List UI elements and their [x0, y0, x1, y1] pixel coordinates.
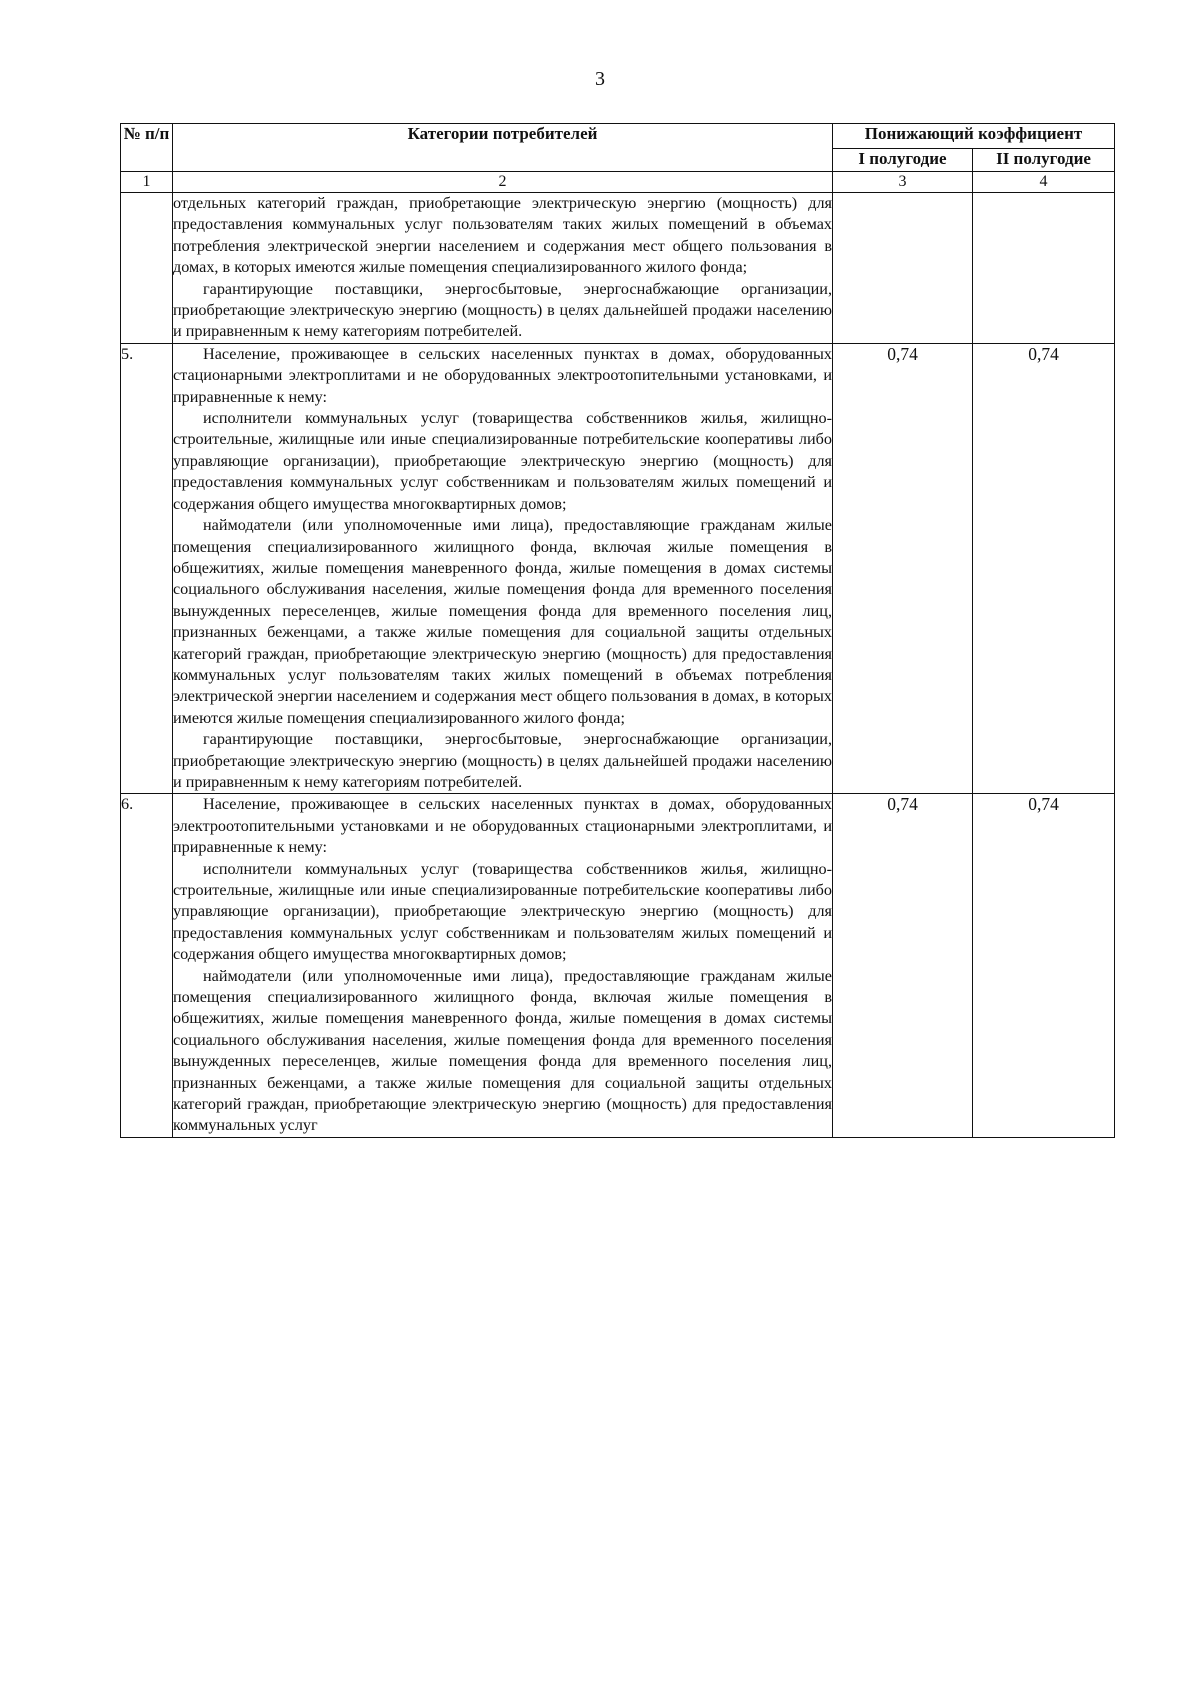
- coefficient-half2: 0,74: [973, 794, 1115, 1138]
- category-paragraph: Население, проживающее в сельских населенных пунктах в домах, оборудованных электроотопительными установками и не оборудованных стационарными электроплитами, и приравненные к нему:: [173, 795, 832, 857]
- table-body: [121, 193, 1115, 1138]
- header-half2: II полугодие: [973, 149, 1115, 172]
- category-paragraph: исполнители коммунальных услуг (товарищества собственников жилья, жилищно-строительные, жилищные или иные специализированные потребительские кооперативы либо управляющие организации), приобретающие электрическую энергию (мощность) для предоставления коммунальных услуг собственникам и пользователям жилых помещений и содержания общего имущества многоквартирных домов;: [173, 859, 832, 964]
- category-paragraph: исполнители коммунальных услуг (товарищества собственников жилья, жилищно-строительные, жилищные или иные специализированные потребительские кооперативы либо управляющие организации), приобретающие электрическую энергию (мощность) для предоставления коммунальных услуг собственникам и пользователям жилых помещений и содержания общего имущества многоквартирных домов;: [173, 409, 832, 513]
- category-paragraph: Население, проживающее в сельских населенных пунктах в домах, оборудованных стационарными электроплитами и не оборудованных электроотопительными установками, и приравненные к нему:: [173, 344, 832, 406]
- row-number: 6.: [121, 794, 173, 1138]
- coefficient-half1: [833, 193, 973, 344]
- category-paragraph: гарантирующие поставщики, энергосбытовые, энергоснабжающие организации, приобретающие электрическую энергию (мощность) в целях дальнейшей продажи населению и приравненным к нему категориям потребителей.: [173, 730, 832, 791]
- coefficient-half2: 0,74: [973, 343, 1115, 794]
- header-category: Категории потребителей: [173, 124, 833, 172]
- row-number: [121, 193, 173, 344]
- category-text: [173, 193, 833, 344]
- header-half1: I полугодие: [833, 149, 973, 172]
- category-text: [173, 794, 833, 1138]
- coefficient-half1: 0,74: [833, 794, 973, 1138]
- header-coefficient: Понижающий коэффициент: [833, 124, 1115, 149]
- row-number: 5.: [121, 343, 173, 794]
- table-row: [121, 193, 1115, 344]
- index-cell: 1: [121, 172, 173, 193]
- coefficient-table: [120, 123, 1115, 1138]
- coefficient-half2: [973, 193, 1115, 344]
- category-paragraph: гарантирующие поставщики, энергосбытовые, энергоснабжающие организации, приобретающие электрическую энергию (мощность) в целях дальнейшей продажи населению и приравненным к нему категориям потребителей.: [173, 279, 832, 341]
- header-num: № п/п: [121, 124, 173, 172]
- category-paragraph: отдельных категорий граждан, приобретающие электрическую энергию (мощность) для предоставления коммунальных услуг пользователям таких жилых помещений в объемах потребления электрической энергии населением и содержания мест общего пользования в домах, в которых имеются жилые помещения специализированного жилого фонда;: [173, 194, 832, 277]
- page-number: 3: [595, 68, 605, 90]
- coefficient-half1: 0,74: [833, 343, 973, 794]
- category-paragraph: наймодатели (или уполномоченные ими лица), предоставляющие гражданам жилые помещения специализированного жилищного фонда, включая жилые помещения в общежитиях, жилые помещения маневренного фонда, жилые помещения в домах системы социального обслуживания населения, жилые помещения фонда для временного поселения вынужденных переселенцев, жилые помещения фонда для временного поселения лиц, признанных беженцами, а также жилые помещения для социальной защиты отдельных категорий граждан, приобретающие электрическую энергию (мощность) для предоставления коммунальных услуг: [173, 966, 832, 1135]
- index-cell: 4: [973, 172, 1115, 193]
- table-row: [121, 343, 1115, 794]
- index-cell: 2: [173, 172, 833, 193]
- category-text: [173, 343, 833, 794]
- index-cell: 3: [833, 172, 973, 193]
- category-paragraph: наймодатели (или уполномоченные ими лица), предоставляющие гражданам жилые помещения специализированного жилищного фонда, включая жилые помещения в общежитиях, жилые помещения маневренного фонда, жилые помещения в домах системы социального обслуживания населения, жилые помещения фонда для временного поселения вынужденных переселенцев, жилые помещения фонда для временного поселения лиц, признанных беженцами, а также жилые помещения для социальной защиты отдельных категорий граждан, приобретающие электрическую энергию (мощность) для предоставления коммунальных услуг пользователям таких жилых помещений в объемах потребления электрической энергии населением и содержания мест общего пользования в домах, в которых имеются жилые помещения специализированного жилого фонда;: [173, 516, 832, 727]
- table-row: [121, 794, 1115, 1138]
- index-row: [121, 172, 1115, 193]
